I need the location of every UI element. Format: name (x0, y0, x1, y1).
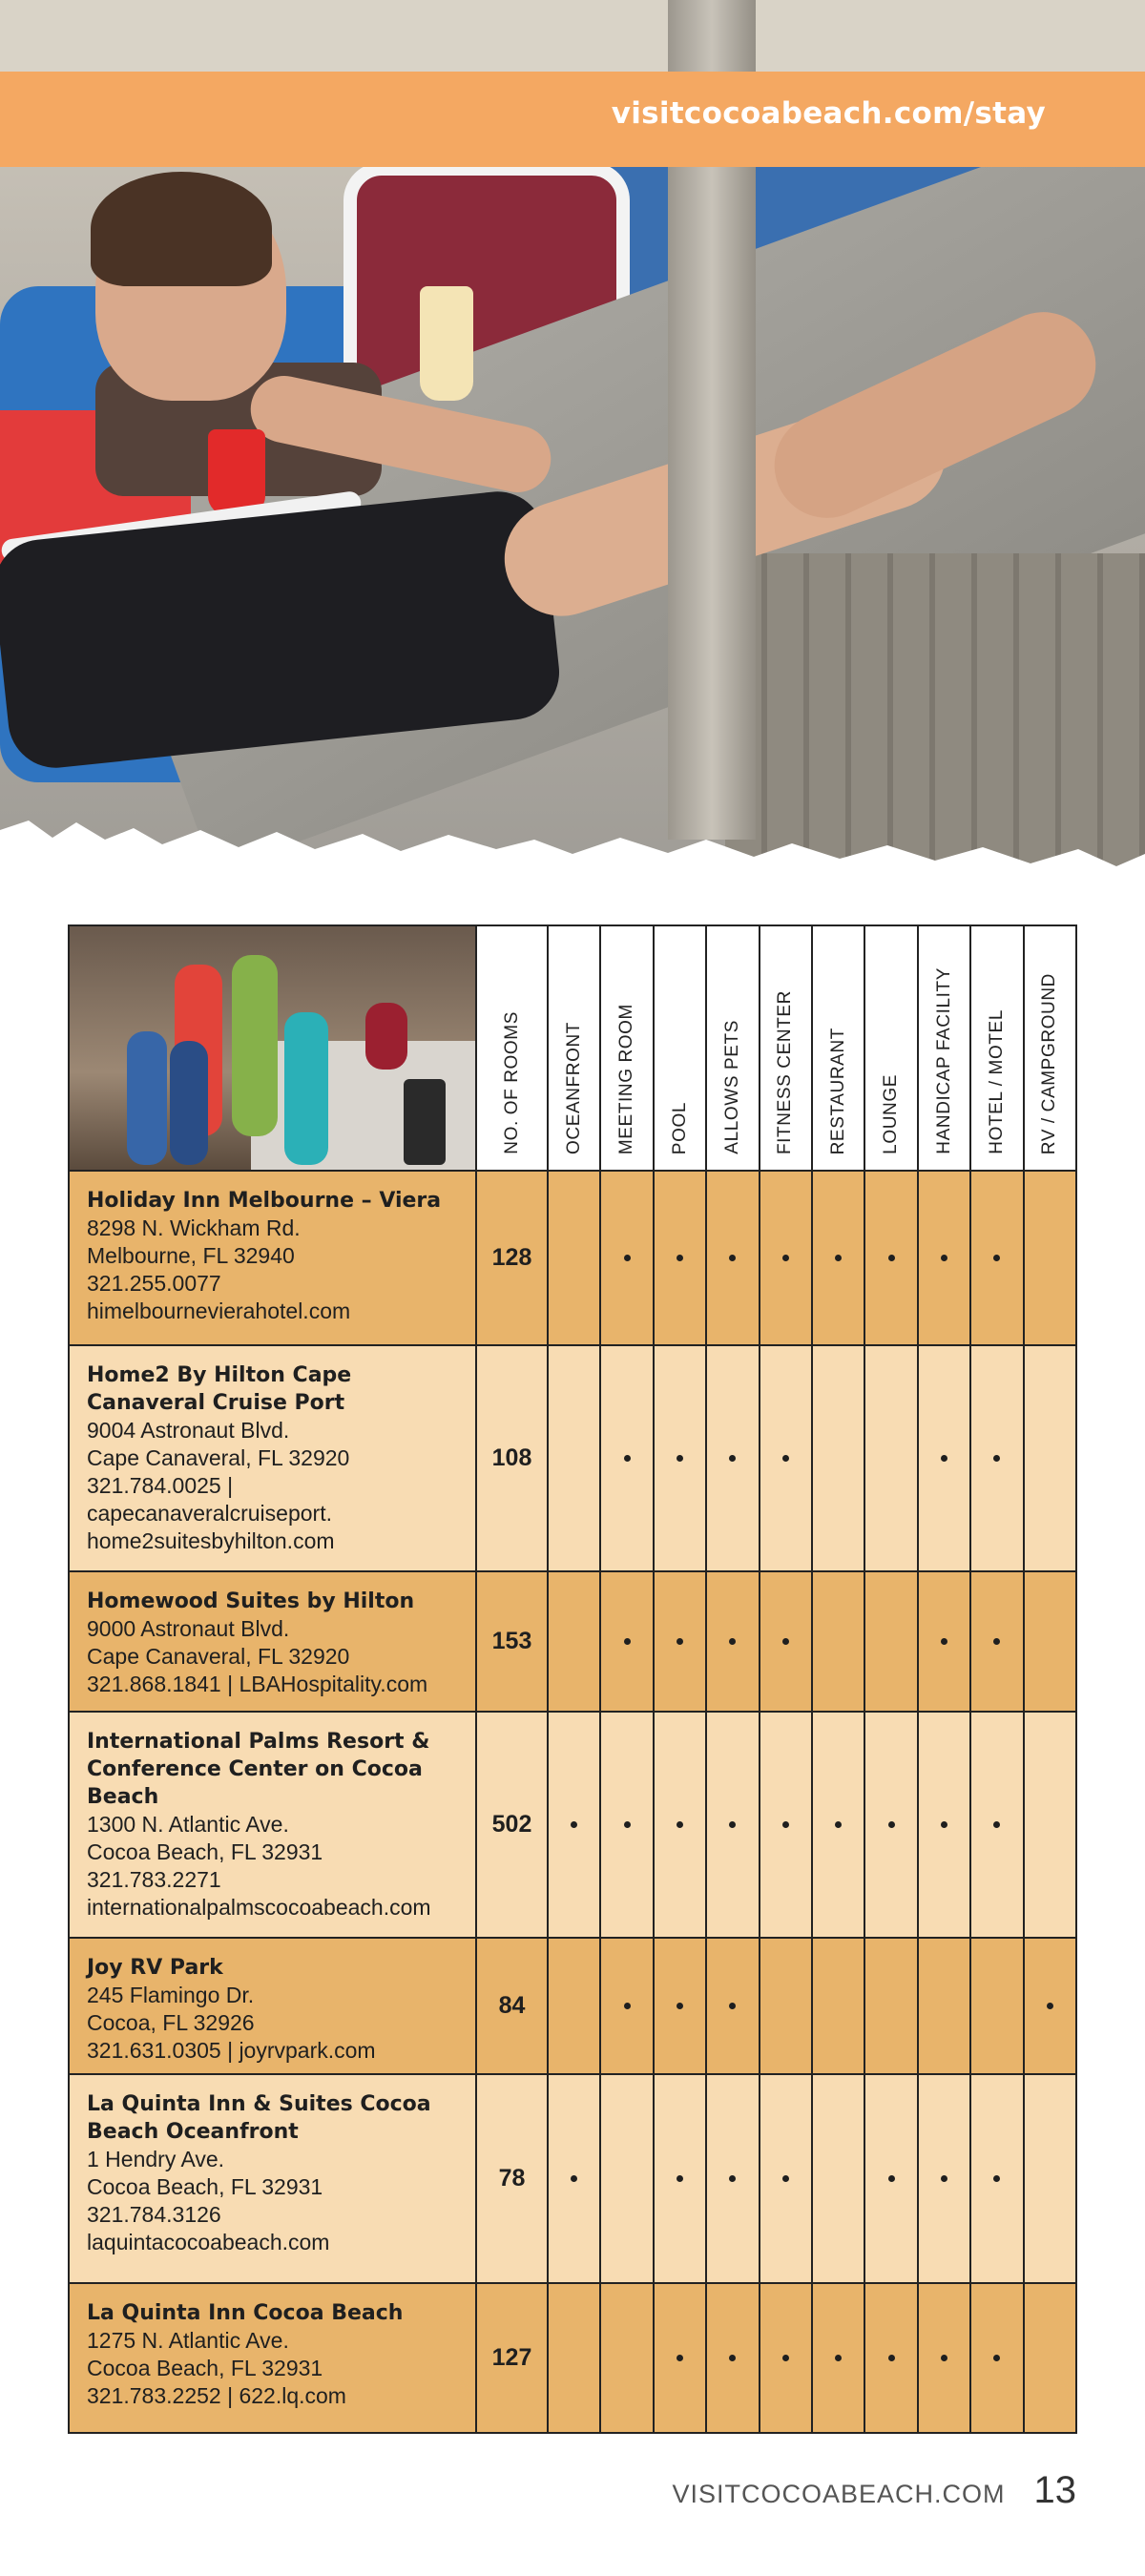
feature-dot-icon (993, 2175, 1000, 2182)
feature-cell (865, 2075, 918, 2282)
feature-cell (655, 1572, 707, 1711)
column-header-label: FITNESS CENTER (775, 989, 796, 1154)
table-row (70, 1939, 1075, 2075)
feature-cell (760, 1346, 813, 1570)
feature-cell (1025, 2075, 1075, 2282)
feature-cell (655, 1346, 707, 1570)
feature-dot-icon (729, 2355, 736, 2361)
feature-dot-icon (624, 2003, 631, 2009)
room-count: 108 (477, 1346, 549, 1570)
feature-cell (971, 1713, 1024, 1937)
feature-cell (655, 1172, 707, 1344)
column-header (601, 926, 654, 1170)
property-detail-line: Cocoa Beach, FL 32931 (87, 1839, 323, 1864)
feature-dot-icon (993, 1638, 1000, 1645)
property-detail-line: 245 Flamingo Dr. (87, 1983, 255, 2007)
property-name: Home2 By Hilton Cape Canaveral Cruise Port (87, 1363, 352, 1415)
feature-cell (971, 1172, 1024, 1344)
property-detail-line: 321.784.3126 (87, 2202, 221, 2227)
feature-dot-icon (835, 2355, 842, 2361)
column-header-label: OCEANFRONT (563, 1022, 584, 1154)
column-header (477, 926, 549, 1170)
feature-dot-icon (888, 2355, 895, 2361)
url-banner (0, 72, 1145, 167)
feature-dot-icon (677, 2355, 683, 2361)
feature-cell (655, 1713, 707, 1937)
property-detail-line[interactable]: himelbournevierahotel.com (87, 1298, 351, 1323)
torn-paper-edge (0, 811, 1145, 887)
feature-dot-icon (941, 1255, 947, 1261)
property-detail-line: Cape Canaveral, FL 32920 (87, 1644, 350, 1669)
feature-cell (971, 2284, 1024, 2432)
feature-dot-icon (571, 1821, 577, 1828)
room-count: 502 (477, 1713, 549, 1937)
stay-url[interactable]: visitcocoabeach.com/stay (611, 96, 1046, 131)
feature-cell (865, 1346, 918, 1570)
feature-cell (601, 1939, 654, 2073)
clerk-figure (365, 1003, 407, 1070)
column-header-label: RV / CAMPGROUND (1039, 972, 1060, 1154)
feature-cell (601, 2075, 654, 2282)
feature-dot-icon (941, 1638, 947, 1645)
feature-dot-icon (729, 1821, 736, 1828)
feature-dot-icon (835, 1821, 842, 1828)
feature-cell (865, 1939, 918, 2073)
feature-cell (549, 2284, 601, 2432)
table-row (70, 1572, 1075, 1713)
feature-dot-icon (888, 2175, 895, 2182)
feature-cell (865, 1572, 918, 1711)
feature-cell (707, 1713, 760, 1937)
room-count: 78 (477, 2075, 549, 2282)
feature-dot-icon (835, 1255, 842, 1261)
property-info (70, 1572, 477, 1711)
property-name: Holiday Inn Melbourne – Viera (87, 1189, 442, 1213)
feature-cell (919, 1346, 971, 1570)
property-detail-line: 1 Hendry Ave. (87, 2147, 225, 2171)
room-count: 153 (477, 1572, 549, 1711)
feature-cell (1025, 1346, 1075, 1570)
feature-cell (655, 1939, 707, 2073)
page-footer (672, 2469, 1076, 2512)
feature-cell (549, 1939, 601, 2073)
feature-dot-icon (729, 2003, 736, 2009)
column-header-label: NO. OF ROOMS (501, 1011, 522, 1154)
feature-cell (655, 2075, 707, 2282)
feature-cell (865, 2284, 918, 2432)
feature-cell (549, 1346, 601, 1570)
feature-cell (1025, 1572, 1075, 1711)
hero-drink-pina-colada (420, 286, 473, 401)
property-detail-line[interactable]: laquintacocoabeach.com (87, 2230, 330, 2254)
lodging-table (68, 924, 1077, 2434)
feature-dot-icon (677, 1455, 683, 1462)
feature-dot-icon (729, 1255, 736, 1261)
table-row (70, 1346, 1075, 1572)
property-detail-line[interactable]: internationalpalmscocoabeach.com (87, 1895, 431, 1920)
feature-cell (655, 2284, 707, 2432)
feature-cell (1025, 1713, 1075, 1937)
property-detail-line: 9004 Astronaut Blvd. (87, 1418, 290, 1443)
column-header-label: ALLOWS PETS (721, 1020, 742, 1154)
feature-cell (549, 2075, 601, 2282)
feature-dot-icon (782, 2355, 789, 2361)
feature-cell (707, 1172, 760, 1344)
column-header-label: POOL (669, 1101, 690, 1154)
feature-cell (760, 2284, 813, 2432)
feature-dot-icon (624, 1821, 631, 1828)
feature-cell (1025, 1939, 1075, 2073)
feature-dot-icon (993, 1455, 1000, 1462)
feature-dot-icon (941, 2355, 947, 2361)
feature-dot-icon (677, 1255, 683, 1261)
property-detail-line: 321.784.0025 | (87, 1473, 234, 1498)
feature-dot-icon (782, 1821, 789, 1828)
feature-dot-icon (888, 1255, 895, 1261)
property-info (70, 1172, 477, 1344)
feature-cell (919, 2284, 971, 2432)
feature-cell (813, 1939, 865, 2073)
feature-dot-icon (888, 1821, 895, 1828)
property-info (70, 1713, 477, 1937)
property-detail-line: Cocoa Beach, FL 32931 (87, 2356, 323, 2380)
property-name: La Quinta Inn Cocoa Beach (87, 2301, 404, 2325)
feature-dot-icon (729, 1638, 736, 1645)
feature-dot-icon (782, 1455, 789, 1462)
property-detail-line: 8298 N. Wickham Rd. (87, 1215, 301, 1240)
column-header (971, 926, 1024, 1170)
property-detail-line[interactable]: home2suitesbyhilton.com (87, 1528, 335, 1553)
feature-cell (707, 2075, 760, 2282)
column-header (865, 926, 918, 1170)
luggage (404, 1079, 446, 1165)
feature-dot-icon (1047, 2003, 1053, 2009)
column-header (655, 926, 707, 1170)
column-header-label: LOUNGE (881, 1074, 902, 1154)
feature-cell (813, 2075, 865, 2282)
table-row (70, 1713, 1075, 1939)
feature-cell (971, 1572, 1024, 1711)
feature-cell (919, 2075, 971, 2282)
property-detail-line: capecanaveralcruiseport. (87, 1501, 332, 1526)
feature-cell (813, 1172, 865, 1344)
feature-dot-icon (993, 1821, 1000, 1828)
column-header-label: MEETING ROOM (616, 1003, 637, 1154)
property-info (70, 1346, 477, 1570)
column-header (1025, 926, 1075, 1170)
property-detail-line: Cocoa, FL 32926 (87, 2010, 255, 2035)
property-name: La Quinta Inn & Suites Cocoa Beach Oceanfront (87, 2092, 431, 2144)
feature-cell (707, 2284, 760, 2432)
property-detail-line[interactable]: 321.631.0305 | joyrvpark.com (87, 2038, 376, 2063)
feature-dot-icon (571, 2175, 577, 2182)
property-detail-line: Melbourne, FL 32940 (87, 1243, 295, 1268)
column-header-label: HANDICAP FACILITY (933, 967, 954, 1154)
column-header (707, 926, 760, 1170)
feature-cell (865, 1172, 918, 1344)
feature-cell (601, 1572, 654, 1711)
page-number: 13 (1033, 2469, 1076, 2511)
room-count: 84 (477, 1939, 549, 2073)
table-row (70, 2284, 1075, 2432)
feature-dot-icon (677, 2175, 683, 2182)
feature-cell (549, 1172, 601, 1344)
table-header-row (70, 926, 1075, 1172)
feature-cell (1025, 1172, 1075, 1344)
feature-dot-icon (782, 2175, 789, 2182)
hero-drink-red (208, 429, 265, 515)
column-header (919, 926, 971, 1170)
feature-dot-icon (624, 1638, 631, 1645)
feature-cell (760, 1939, 813, 2073)
property-detail-line: 1275 N. Atlantic Ave. (87, 2328, 289, 2353)
column-header (760, 926, 813, 1170)
feature-cell (971, 2075, 1024, 2282)
feature-dot-icon (993, 1255, 1000, 1261)
feature-dot-icon (782, 1255, 789, 1261)
guest-figure (127, 1031, 167, 1165)
feature-cell (707, 1572, 760, 1711)
feature-cell (919, 1172, 971, 1344)
property-detail-line: Cape Canaveral, FL 32920 (87, 1445, 350, 1470)
guest-figure (284, 1012, 328, 1165)
feature-cell (813, 1346, 865, 1570)
property-detail-line: 321.255.0077 (87, 1271, 221, 1296)
property-detail-line: Cocoa Beach, FL 32931 (87, 2174, 323, 2199)
column-header-label: HOTEL / MOTEL (986, 1009, 1007, 1154)
feature-cell (813, 2284, 865, 2432)
feature-cell (601, 2284, 654, 2432)
feature-dot-icon (729, 2175, 736, 2182)
feature-dot-icon (941, 1821, 947, 1828)
feature-cell (601, 1172, 654, 1344)
column-header (813, 926, 865, 1170)
feature-dot-icon (941, 2175, 947, 2182)
feature-cell (549, 1713, 601, 1937)
feature-cell (601, 1346, 654, 1570)
room-count: 127 (477, 2284, 549, 2432)
feature-cell (760, 1572, 813, 1711)
feature-dot-icon (729, 1455, 736, 1462)
property-name: Homewood Suites by Hilton (87, 1589, 415, 1613)
room-count: 128 (477, 1172, 549, 1344)
table-row (70, 2075, 1075, 2284)
feature-cell (919, 1572, 971, 1711)
feature-dot-icon (677, 1821, 683, 1828)
feature-dot-icon (677, 2003, 683, 2009)
property-detail-line: 9000 Astronaut Blvd. (87, 1616, 290, 1641)
feature-cell (760, 2075, 813, 2282)
feature-dot-icon (941, 1455, 947, 1462)
property-detail-line[interactable]: 321.783.2252 | 622.lq.com (87, 2383, 346, 2408)
feature-cell (707, 1346, 760, 1570)
footer-site[interactable]: VISITCOCOABEACH.COM (672, 2480, 1006, 2508)
feature-dot-icon (993, 2355, 1000, 2361)
feature-cell (971, 1346, 1024, 1570)
feature-cell (919, 1939, 971, 2073)
property-detail-line: 321.783.2271 (87, 1867, 221, 1892)
property-info (70, 2075, 477, 2282)
feature-cell (601, 1713, 654, 1937)
guest-figure (170, 1041, 208, 1165)
property-info (70, 2284, 477, 2432)
feature-dot-icon (624, 1455, 631, 1462)
feature-dot-icon (677, 1638, 683, 1645)
feature-cell (919, 1713, 971, 1937)
column-header (549, 926, 601, 1170)
feature-cell (813, 1713, 865, 1937)
feature-cell (549, 1572, 601, 1711)
feature-cell (760, 1172, 813, 1344)
hero-person-hair (91, 172, 272, 286)
lobby-photo (70, 926, 477, 1170)
property-detail-line: 1300 N. Atlantic Ave. (87, 1812, 289, 1837)
property-name: International Palms Resort & Conference Center on Cocoa Beach (87, 1730, 430, 1809)
property-info (70, 1939, 477, 2073)
feature-dot-icon (624, 1255, 631, 1261)
feature-cell (813, 1572, 865, 1711)
feature-cell (971, 1939, 1024, 2073)
feature-dot-icon (782, 1638, 789, 1645)
feature-cell (865, 1713, 918, 1937)
property-name: Joy RV Park (87, 1956, 223, 1980)
property-detail-line[interactable]: 321.868.1841 | LBAHospitality.com (87, 1672, 428, 1696)
column-header-label: RESTAURANT (827, 1027, 848, 1154)
feature-cell (1025, 2284, 1075, 2432)
feature-cell (707, 1939, 760, 2073)
table-row (70, 1172, 1075, 1346)
guest-figure (232, 955, 278, 1136)
feature-cell (760, 1713, 813, 1937)
